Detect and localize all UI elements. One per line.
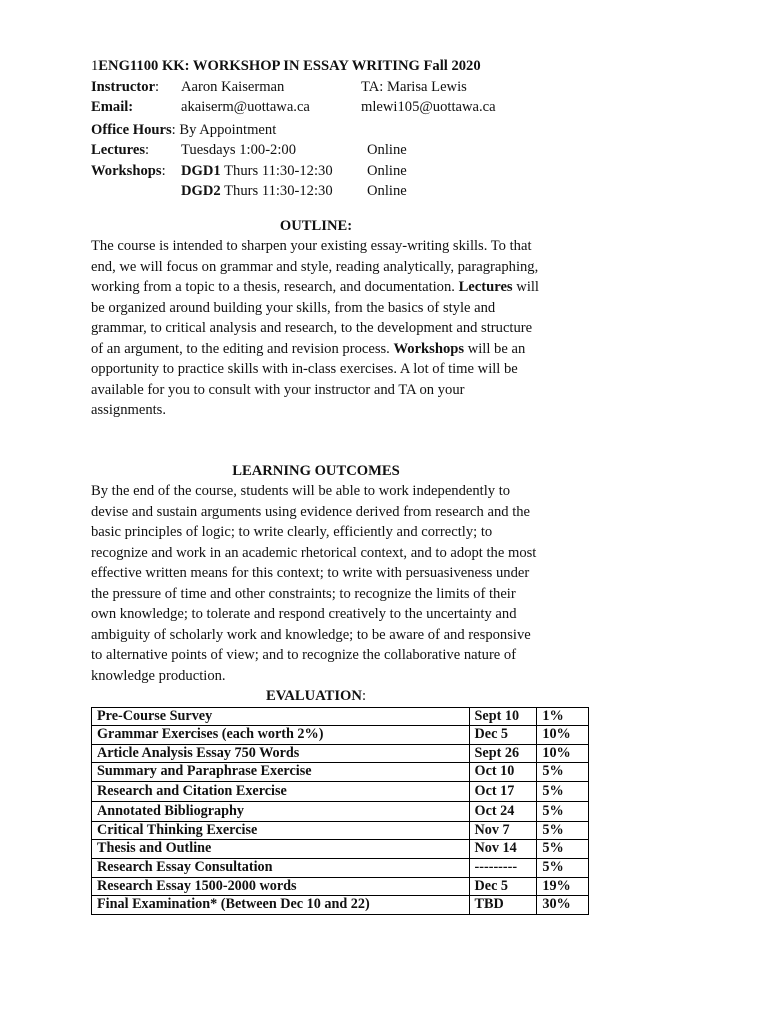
table-row — [92, 896, 589, 915]
workshops-row-2 — [91, 181, 691, 202]
item-cell: Article Analysis Essay 750 Words — [92, 744, 470, 763]
evaluation-heading-text: EVALUATION — [265, 688, 362, 704]
date-cell: Sept 26 — [469, 744, 537, 763]
course-title — [91, 56, 691, 77]
office-hours-row — [91, 120, 691, 141]
weight-cell: 5% — [537, 859, 589, 878]
weight-cell: 10% — [537, 744, 589, 763]
evaluation-heading — [91, 686, 541, 707]
weight-cell: 5% — [537, 821, 589, 840]
date-cell: Nov 7 — [469, 821, 537, 840]
outline-workshops-bold: Workshops — [393, 340, 465, 357]
workshops-colon: : — [161, 162, 166, 179]
lectures-mode: Online — [367, 142, 407, 158]
item-cell: Annotated Bibliography — [92, 801, 470, 821]
outline-heading: OUTLINE: — [279, 217, 353, 234]
dgd2-code: DGD2 — [181, 183, 221, 199]
item-cell: Grammar Exercises (each worth 2%) — [92, 726, 470, 745]
instructor-label: Instructor — [91, 78, 156, 95]
date-cell: Nov 14 — [469, 840, 537, 859]
evaluation-table — [91, 707, 589, 915]
weight-cell: 5% — [537, 781, 589, 801]
dgd2-mode: Online — [367, 183, 407, 199]
date-cell: Oct 24 — [469, 801, 537, 821]
item-cell: Research and Citation Exercise — [92, 781, 470, 801]
weight-cell: 30% — [537, 896, 589, 915]
date-cell: Oct 17 — [469, 781, 537, 801]
weight-cell: 5% — [537, 840, 589, 859]
date-cell: Dec 5 — [469, 726, 537, 745]
date-cell: --------- — [469, 859, 537, 878]
item-cell: Summary and Paraphrase Exercise — [92, 763, 470, 782]
learning-outcomes-heading: LEARNING OUTCOMES — [232, 462, 400, 479]
dgd1-time: Thurs 11:30-12:30 — [220, 162, 333, 179]
outline-text-2: will be organized around building your skills, from the basics of style and grammar, to critical analysis and research, to the development and structure of an argument, to the editing and revision process. — [91, 279, 539, 357]
outline-text-1: The course is intended to sharpen your existing essay-writing skills. To that end, we will focus on grammar and style, reading analytically, paragraphing, working from a topic to a thesis, research, and documentation. — [91, 238, 539, 295]
weight-cell: 19% — [537, 877, 589, 896]
table-row — [92, 781, 589, 801]
item-cell: Research Essay 1500-2000 words — [92, 877, 470, 896]
table-row — [92, 801, 589, 821]
weight-cell: 1% — [537, 707, 589, 726]
workshops-label: Workshops — [91, 162, 162, 179]
syllabus-page — [91, 56, 691, 915]
table-row — [92, 744, 589, 763]
table-row — [92, 840, 589, 859]
dgd2-time: Thurs 11:30-12:30 — [220, 183, 333, 199]
outline-paragraph — [91, 236, 541, 421]
lectures-label: Lectures — [91, 142, 146, 158]
table-row — [92, 707, 589, 726]
course-title-text: ENG1100 KK: WORKSHOP IN ESSAY WRITING Fall 2020 — [98, 58, 481, 74]
instructor-colon: : — [155, 78, 160, 95]
instructor-name: Aaron Kaiserman — [181, 78, 285, 95]
instructor-row — [91, 77, 691, 98]
table-row — [92, 726, 589, 745]
lectures-time: Tuesdays 1:00-2:00 — [181, 142, 297, 158]
ta-name: TA: Marisa Lewis — [361, 78, 467, 95]
office-hours-value: : By Appointment — [171, 121, 277, 138]
footnote-marker: 1 — [91, 58, 99, 74]
email-row — [91, 97, 691, 118]
item-cell: Final Examination* (Between Dec 10 and 22) — [92, 896, 470, 915]
workshops-row-1 — [91, 161, 691, 182]
ta-email: mlewi105@uottawa.ca — [361, 99, 496, 115]
table-row — [92, 877, 589, 896]
date-cell: Sept 10 — [469, 707, 537, 726]
date-cell: TBD — [469, 896, 537, 915]
dgd1-code: DGD1 — [181, 162, 221, 179]
outline-text-3: will be an opportunity to practice skills with in-class exercises. A lot of time will be available for you to consult with your instructor and TA on your assignments. — [91, 340, 526, 418]
lectures-row — [91, 140, 691, 161]
evaluation-colon: : — [361, 688, 367, 704]
weight-cell: 10% — [537, 726, 589, 745]
table-row — [92, 859, 589, 878]
instructor-email: akaiserm@uottawa.ca — [181, 99, 310, 115]
email-label: Email: — [91, 99, 134, 115]
lectures-colon: : — [145, 142, 150, 158]
dgd1-mode: Online — [367, 162, 407, 179]
office-hours-label: Office Hours — [91, 121, 172, 138]
date-cell: Oct 10 — [469, 763, 537, 782]
item-cell: Pre-Course Survey — [92, 707, 470, 726]
item-cell: Research Essay Consultation — [92, 859, 470, 878]
table-row — [92, 763, 589, 782]
item-cell: Thesis and Outline — [92, 840, 470, 859]
outline-lectures-bold: Lectures — [458, 279, 513, 295]
date-cell: Dec 5 — [469, 877, 537, 896]
weight-cell: 5% — [537, 801, 589, 821]
weight-cell: 5% — [537, 763, 589, 782]
table-row — [92, 821, 589, 840]
learning-outcomes-paragraph: By the end of the course, students will be able to work independently to devise and sustain arguments using evidence derived from research and the basic principles of logic; to write clearly, efficiently and correctly; to recognize and work in an academic rhetorical context, and to adopt the most effective written means for this context; to write with persuasiveness under the pressure of time and other constraints; to recognize the limits of their own knowledge; to tolerate and respond creatively to the uncertainty and ambiguity of scholarly work and knowledge; to be aware of and responsive to alternative points of view; and to recognize the collaborative nature of knowledge production. — [91, 483, 537, 684]
item-cell: Critical Thinking Exercise — [92, 821, 470, 840]
